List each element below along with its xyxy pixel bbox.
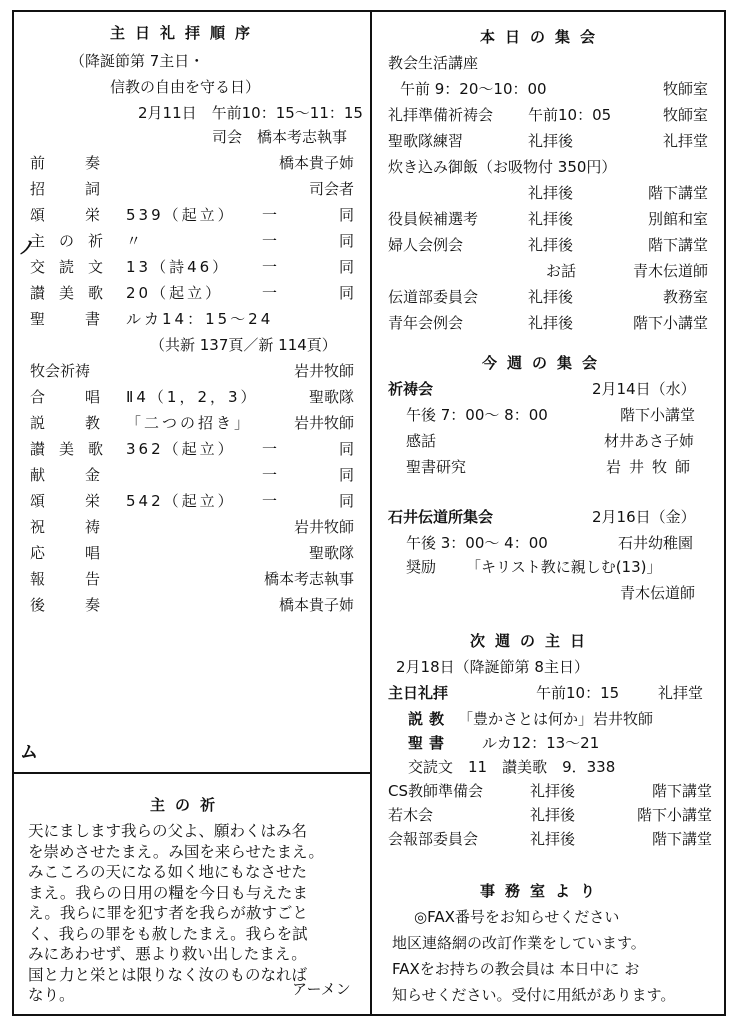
prayer-place: 階下小講堂 (620, 406, 696, 424)
prayer-line: みこころの天になる如く地にもなさせた (28, 863, 308, 881)
order-item-person: 岩井牧師 (293, 518, 354, 536)
meeting-name: 教会生活講座 (388, 54, 479, 72)
order-item-person: 同 (338, 206, 354, 224)
order-item-person: 岩井牧師 (293, 414, 354, 432)
next-bible-label: 聖書 (408, 734, 451, 752)
order-item-detail: 542（起立） (126, 492, 236, 510)
bible-study: 聖書研究 (406, 458, 467, 476)
exhort-by: 青木伝道師 (620, 584, 696, 602)
next-meeting-time: 礼拝後 (530, 782, 576, 800)
order-item-person: 司会者 (308, 180, 354, 198)
prayer-line: みにあわせず、悪より救い出したまえ。 (28, 945, 307, 963)
order-item-name: 招詞 (30, 180, 141, 198)
order-item-name: 牧会祈祷 (30, 362, 91, 380)
order-item-name: 交読文 (30, 258, 118, 276)
order-item-person: 同 (338, 440, 354, 458)
order-item-name: 後奏 (30, 596, 141, 614)
order-item-person: 同 (338, 466, 354, 484)
order-item-person: 聖歌隊 (308, 544, 354, 562)
prayer-line: 国と力と栄とは限りなく汝のものなれば (28, 965, 308, 984)
order-item-by: 一 (262, 440, 278, 458)
next-date: 2月18日（降誕節第 8主日） (396, 658, 589, 676)
margin-mark: ム (20, 742, 38, 763)
prayer-line: なり。 (28, 986, 75, 1004)
meeting-place: 階下小講堂 (632, 314, 708, 332)
order-item-by: 一 (262, 466, 278, 484)
order-item-detail: Ⅱ4（1，2，3） (126, 388, 259, 406)
order-item-detail: 「二つの招き」 (126, 414, 253, 432)
prayer-line: を崇めさせたまえ。み国を来らせたまえ。 (28, 842, 324, 861)
meeting-place: 階下講堂 (647, 184, 708, 202)
office-headline: ◎FAX番号をお知らせください (414, 908, 620, 926)
next-meeting-name: 会報部委員会 (388, 830, 479, 848)
next-meeting-place: 階下講堂 (651, 782, 712, 800)
meeting-place: 教務室 (662, 288, 708, 306)
exhort-label: 奨励 (406, 558, 437, 576)
meeting-name: 炊き込み御飯（お吸物付 350円） (388, 158, 617, 176)
margin-mark: ノ (18, 238, 36, 259)
next-sermon: 「豊かさとは何か」岩井牧師 (458, 710, 654, 728)
meeting-name: 伝道部委員会 (388, 288, 479, 306)
order-item-by: 一 (262, 258, 278, 276)
worship-subtitle-1: （降誕節第 7主日・ (70, 52, 205, 70)
next-bible: ルカ12：13〜21 (482, 734, 600, 752)
order-item-name: 献金 (30, 466, 141, 484)
order-item-by: 一 (262, 492, 278, 510)
prayer-line: まえ。我らの日用の糧を今日も与えたま (28, 883, 308, 902)
column-divider (370, 10, 372, 1016)
office-title: 事務室より (480, 882, 606, 900)
meeting-name: 婦人会例会 (388, 236, 464, 254)
order-item-by: 一 (262, 284, 278, 302)
meeting-name: 礼拝準備祈祷会 (388, 106, 494, 124)
prayer-line: 天にまします我らの父よ、願わくはみ名 (28, 822, 308, 840)
ishii-place: 石井幼稚園 (618, 534, 694, 552)
order-item-name: 主の祈 (30, 232, 118, 250)
meeting-place: 礼拝堂 (662, 132, 708, 150)
bible-study-by: 岩井牧師 (606, 458, 699, 476)
meeting-place: 別館和室 (647, 210, 708, 228)
order-item-name: 報告 (30, 570, 141, 588)
prayer-meeting: 祈祷会 (388, 380, 434, 398)
order-item-name: 応唱 (30, 544, 141, 562)
order-item-person: 同 (338, 492, 354, 510)
worship-presider: 司会 橋本考志執事 (212, 128, 348, 146)
order-item-detail: （共新 137頁／新 114頁） (150, 336, 337, 354)
order-item-detail: 20（起立） (126, 284, 224, 302)
prayer-date: 2月14日（水） (592, 380, 696, 398)
meeting-name: 聖歌隊練習 (388, 132, 464, 150)
next-worship-time: 午前10：15 (536, 684, 620, 702)
next-reading: 交読文 11 讃美歌 9．338 (408, 758, 616, 776)
meeting-time: 礼拝後 (528, 210, 574, 228)
order-item-detail: 362（起立） (126, 440, 236, 458)
order-item-name: 讃美歌 (30, 440, 118, 458)
next-meeting-time: 礼拝後 (530, 806, 576, 824)
next-worship: 主日礼拝 (388, 684, 449, 702)
order-item-name: 合唱 (30, 388, 141, 406)
lords-prayer-title: 主の祈 (150, 796, 226, 814)
order-item-name: 前奏 (30, 154, 141, 172)
exhort-title: 「キリスト教に親しむ(13)」 (466, 558, 662, 576)
order-item-name: 祝祷 (30, 518, 141, 536)
office-line: 知らせください。受付に用紙があります。 (392, 986, 676, 1004)
order-item-name: 説教 (30, 414, 141, 432)
meeting-time: 礼拝後 (528, 236, 574, 254)
meeting-time: 午前10：05 (528, 106, 612, 124)
next-meeting-place: 階下講堂 (651, 830, 712, 848)
next-meeting-place: 階下小講堂 (636, 806, 712, 824)
ishii-meeting: 石井伝道所集会 (388, 508, 494, 526)
testimony: 感話 (406, 432, 437, 450)
order-item-person: 同 (338, 232, 354, 250)
ishii-time: 午後 3：00〜 4：00 (406, 534, 548, 552)
worship-title: 主日礼拝順序 (110, 24, 261, 42)
prayer-line: く、我らの罪をも赦したまえ。我らを試 (28, 924, 308, 943)
week-title: 今週の集会 (482, 354, 608, 372)
meeting-name: 青年会例会 (388, 314, 464, 332)
order-item-name: 頌栄 (30, 206, 141, 224)
ishii-date: 2月16日（金） (592, 508, 696, 526)
prayer-time: 午後 7：00〜 8：00 (406, 406, 548, 424)
amen: アーメン (292, 980, 351, 998)
next-worship-place: 礼拝堂 (658, 684, 704, 702)
meeting-time: 礼拝後 (528, 314, 574, 332)
order-item-person: 同 (338, 258, 354, 276)
order-item-name: 頌栄 (30, 492, 141, 510)
prayer-line: え。我らに罪を犯す者を我らが赦すごと (28, 904, 308, 922)
meeting-name: 午前 9：20〜10：00 (400, 80, 547, 98)
order-item-person: 聖歌隊 (308, 388, 354, 406)
meeting-time: 礼拝後 (528, 132, 574, 150)
office-line: FAXをお持ちの教会員は 本日中に お (392, 960, 640, 978)
next-meeting-name: CS教師準備会 (388, 782, 483, 800)
order-item-detail: 〃 (126, 232, 145, 250)
order-item-person: 橋本貴子姉 (278, 596, 354, 614)
meeting-time: 礼拝後 (528, 184, 574, 202)
meeting-time: 礼拝後 (528, 288, 574, 306)
meeting-place: 階下講堂 (647, 236, 708, 254)
meeting-place: 牧師室 (662, 80, 708, 98)
order-item-name: 聖書 (30, 310, 141, 328)
order-item-detail: 539（起立） (126, 206, 236, 224)
meeting-place: 牧師室 (662, 106, 708, 124)
order-item-person: 同 (338, 284, 354, 302)
today-title: 本日の集会 (480, 28, 606, 46)
testimony-by: 材井あさ子姉 (604, 432, 695, 450)
meeting-place: 青木伝道師 (632, 262, 708, 280)
next-meeting-name: 若木会 (388, 806, 434, 824)
order-item-detail: ルカ14：15〜24 (126, 310, 274, 328)
order-item-by: 一 (262, 206, 278, 224)
order-item-person: 岩井牧師 (293, 362, 354, 380)
order-item-detail: 13（詩46） (126, 258, 231, 276)
order-item-by: 一 (262, 232, 278, 250)
worship-subtitle-2: 信教の自由を守る日） (110, 78, 261, 96)
order-item-person: 橋本考志執事 (263, 570, 354, 588)
order-item-person: 橋本貴子姉 (278, 154, 354, 172)
meeting-name: 役員候補選考 (388, 210, 479, 228)
order-item-name: 讃美歌 (30, 284, 118, 302)
section-divider (12, 772, 370, 774)
worship-datetime: 2月11日 午前10：15〜11：15 (138, 104, 363, 122)
meeting-time: お話 (546, 262, 577, 280)
next-sermon-label: 説教 (408, 710, 451, 728)
next-title: 次週の主日 (470, 632, 596, 650)
office-line: 地区連絡網の改訂作業をしています。 (392, 934, 646, 952)
next-meeting-time: 礼拝後 (530, 830, 576, 848)
